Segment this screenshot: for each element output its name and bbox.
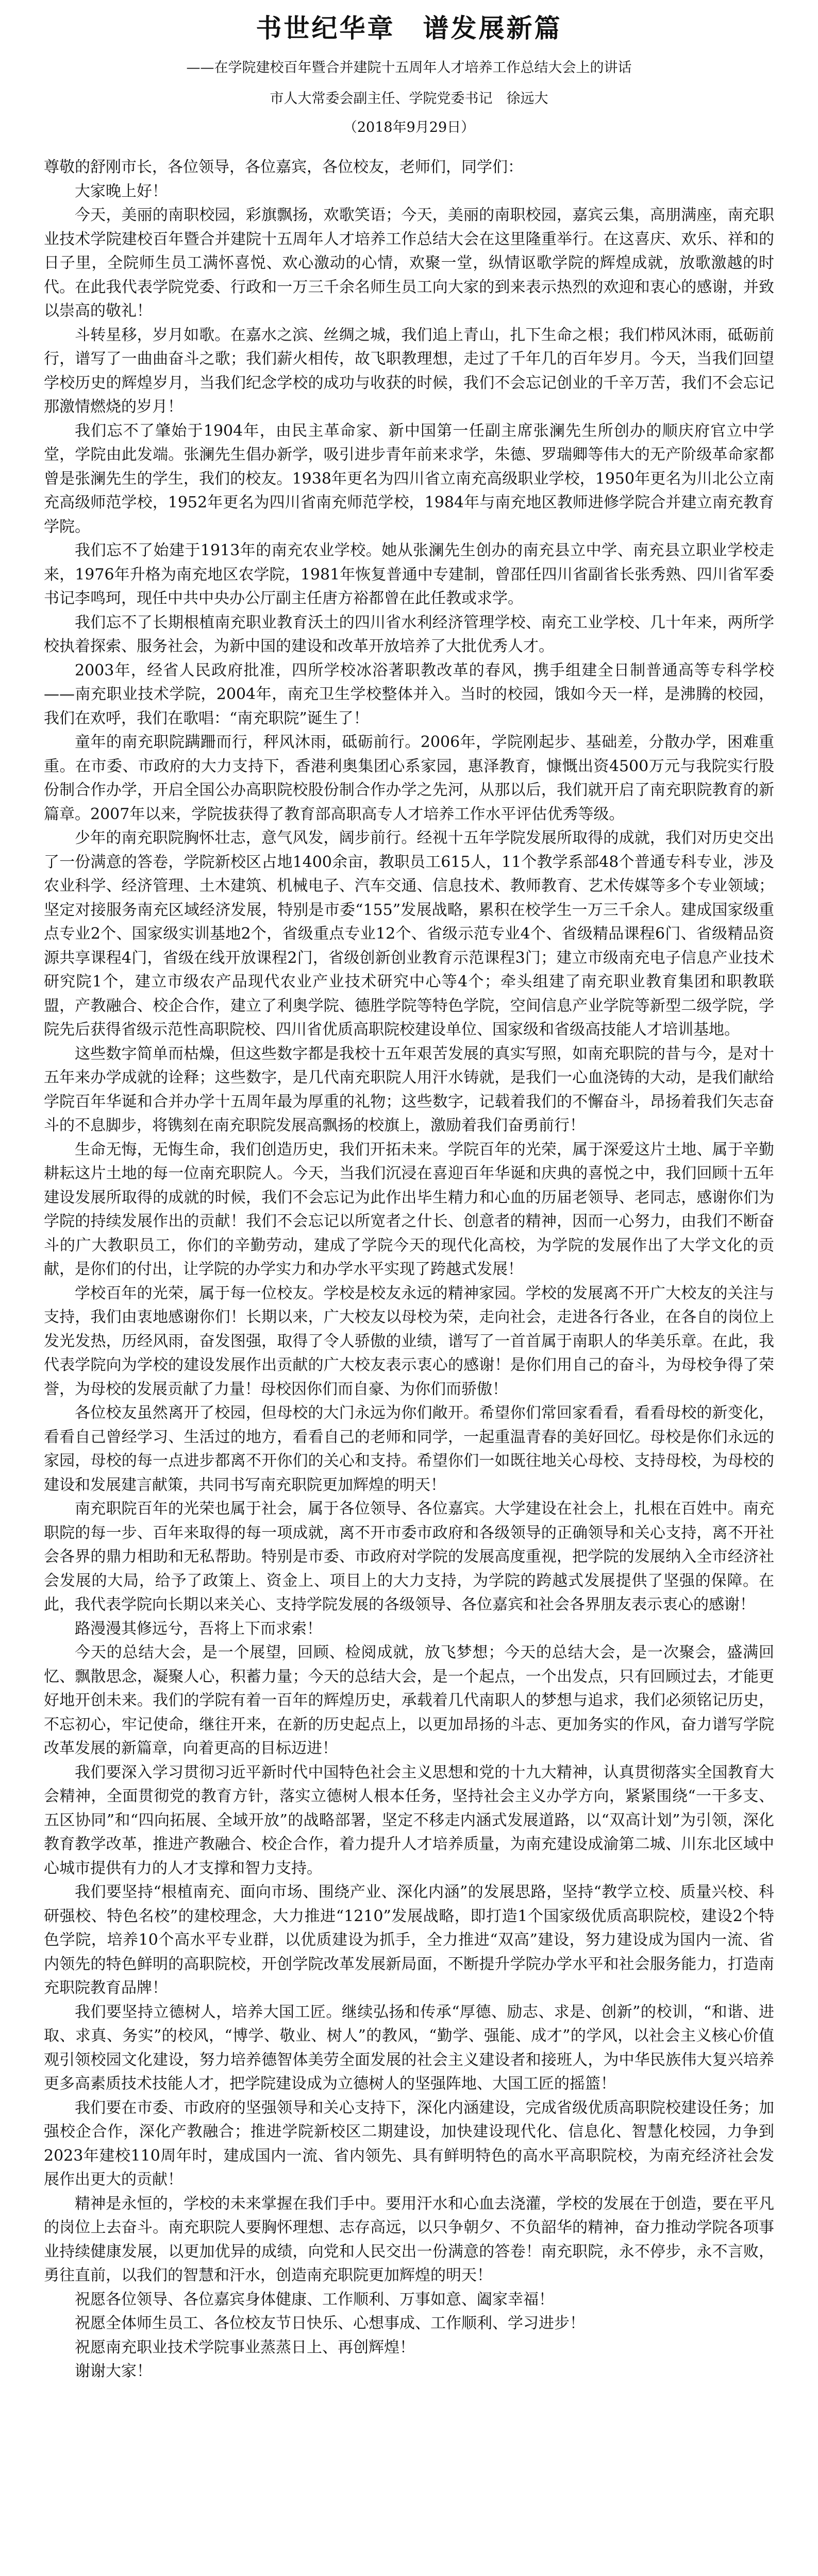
paragraph-11: 学校百年的光荣，属于每一位校友。学校是校友永远的精神家园。学校的发展离不开广大校友的关注与支持，我们由衷地感谢你们！长期以来，广大校友以母校为荣，走向社会，走进各行各业，在各自的岗位上发光发热，历经风雨，奋发图强，取得了令人骄傲的业绩，谱写了一首首属于南职人的华美乐章。在此，我代表学院向为学校的建设发展作出贡献的广大校友表示衷心的感谢！是你们用自己的奋斗，为母校争得了荣誉，为母校的发展贡献了力量！母校因你们而自豪、为你们而骄傲！ <box>44 1284 774 1398</box>
paragraph-9: 这些数字简单而枯燥，但这些数字都是我校十五年艰苦发展的真实写照，如南充职院的昔与今，是对十五年来办学成就的诠释；这些数字，是几代南充职院人用汗水铸就，是我们一心血浇铸的大动，是我们献给学院百年华诞和合并办学十五周年最为厚重的礼物；这些数字，记载着我们的不懈奋斗，昂扬着我们矢志奋斗的不息脚步，将镌刻在南充职院发展高飘扬的校旗上，激励着我们奋勇前行！ <box>44 1044 774 1134</box>
paragraph-5: 我们忘不了长期根植南充职业教育沃土的四川省水利经济管理学校、南充工业学校、几十年来，两所学校执着探索、服务社会，为新中国的建设和改革开放培养了大批优秀人才。 <box>44 613 774 655</box>
paragraph-4: 我们忘不了始建于1913年的南充农业学校。她从张澜先生创办的南充县立中学、南充县立职业学校走来，1976年升格为南充地区农学院，1981年恢复普通中专建制，曾邵任四川省副省长张秀熟、四川省军委书记李鸣珂，现任中共中央办公厅副主任唐方裕都曾在此任教或求学。 <box>44 541 774 607</box>
paragraph-6: 2003年，经省人民政府批准，四所学校冰浴著职教改革的春风，携手组建全日制普通高等专科学校——南充职业技术学院，2004年，南充卫生学校整体并入。当时的校园，饿如今天一样，是沸腾的校园，我们在欢呼，我们在歌唱：“南充职院”诞生了！ <box>44 661 774 727</box>
paragraph-19: 我们要在市委、市政府的坚强领导和关心支持下，深化内涵建设，完成省级优质高职院校建设任务；加强校企合作，深化产教融合；推进学院新校区二期建设，加快建设现代化、信息化、智慧化校园，力争到2023年建校110周年时，建成国内一流、省内领先、具有鲜明特色的高水平高职院校，为南充经济社会发展作出更大的贡献！ <box>44 2098 774 2189</box>
paragraph-2: 斗转星移，岁月如歌。在嘉水之滨、丝绸之城，我们追上青山，扎下生命之根；我们栉风沐雨，砥砺前行，谱写了一曲曲奋斗之歌；我们薪火相传，故飞职教理想，走过了千年几的百年岁月。今天，当我们回望学校历史的辉煌岁月，当我们纪念学校的成功与收获的时候，我们不会忘记创业的千辛万苦，我们不会忘记那激情燃烧的岁月！ <box>44 326 774 416</box>
paragraph-3: 我们忘不了肇始于1904年，由民主革命家、新中国第一任副主席张澜先生所创办的顺庆府官立中学堂，学院由此发端。张澜先生倡办新学，吸引进步青年前来求学，朱德、罗瑞卿等伟大的无产阶级革命家都曾是张澜先生的学生，我们的校友。1938年更名为四川省立南充高级职业学校，1950年更名为川北公立南充高级师范学校，1952年更名为四川省南充师范学校，1984年与南充地区教师进修学院合并建立南充教育学院。 <box>44 421 774 536</box>
paragraph-10: 生命无悔，无悔生命，我们创造历史，我们开拓未来。学院百年的光荣，属于深爱这片土地、属于辛勤耕耘这片土地的每一位南充职院人。今天，当我们沉浸在喜迎百年华诞和庆典的喜悦之中，我们回顾十五年建设发展所取得的成就的时候，我们不会忘记为此作出毕生精力和心血的历届老领导、老同志，感谢你们为学院的持续发展作出的贡献！我们不会忘记以所宽者之什长、创意者的精神，因而一心努力，由我们不断奋斗的广大教职员工，你们的辛勤劳动，建成了学院今天的现代化高校，为学院的发展作出了大学文化的贡献，是你们的付出，让学院的办学实力和办学水平实现了跨越式发展！ <box>44 1140 774 1278</box>
document-body <box>44 156 774 2384</box>
paragraph-14: 路漫漫其修远兮，吾将上下而求索！ <box>75 1619 322 1638</box>
blessing-1: 祝愿各位领导、各位嘉宾身体健康、工作顺利、万事如意、阖家幸福！ <box>75 2290 554 2309</box>
paragraph-17: 我们要坚持“根植南充、面向市场、围绕产业、深化内涵”的发展思路，坚持“教学立校、质量兴校、科研强校、特色名校”的建校理念，大力推进“1210”发展战略，即打造1个国家级优质高职院校，建设2个特色学院，培养10个高水平专业群，以优质建设为抓手，全力推进“双高”建设，努力建设成为国内一流、省内领先的特色鲜明的高职院校，开创学院改革发展新局面，不断提升学院办学水平和社会服务能力，打造南充职院教育品牌！ <box>44 1883 774 1997</box>
paragraph-16: 我们要深入学习贯彻习近平新时代中国特色社会主义思想和党的十九大精神，认真贯彻落实全国教育大会精神，全面贯彻党的教育方针，落实立德树人根本任务，坚持社会主义办学方向，紧紧围绕“一干多支、五区协同”和“四向拓展、全域开放”的战略部署，坚定不移走内涵式发展道路，以“双高计划”为引领，深化教育教学改革，推进产教融合、校企合作，着力提升人才培养质量，为南充建设成渝第二城、川东北区域中心城市提供有力的人才支撑和智力支持。 <box>44 1763 774 1877</box>
salutation: 尊敬的舒刚市长，各位领导，各位嘉宾，各位校友，老师们，同学们： <box>44 158 523 176</box>
blessing-2: 祝愿全体师生员工、各位校友节日快乐、心想事成、工作顺利、学习进步！ <box>75 2314 585 2332</box>
speech-document <box>44 10 774 2384</box>
document-author: 市人大常委会副主任、学院党委书记 徐远大 <box>270 91 548 107</box>
document-date: （2018年9月29日） <box>343 120 475 135</box>
greeting: 大家晚上好！ <box>75 182 168 200</box>
blessing-3: 祝愿南充职业技术学院事业蒸蒸日上、再创辉煌！ <box>75 2338 415 2357</box>
paragraph-12: 各位校友虽然离开了校园，但母校的大门永远为你们敞开。希望你们常回家看看，看看母校的新变化，看看自己曾经学习、生活过的地方，看看自己的老师和同学，一起重温青春的美好回忆。母校是你们永远的家园，母校的每一点进步都离不开你们的关心和支持。希望你们一如既往地关心母校、支持母校，为母校的建设和发展建言献策，共同书写南充职院更加辉煌的明天！ <box>44 1404 774 1494</box>
paragraph-20: 精神是永恒的，学校的未来掌握在我们手中。要用汗水和心血去浇灌，学校的发展在于创造，要在平凡的岗位上去奋斗。南充职院人要胸怀理想、志存高远，以只争朝夕、不负韶华的精神，奋力推动学院各项事业持续健康发展，以更加优异的成绩，向党和人民交出一份满意的答卷！南充职院，永不停步，永不言败，勇往直前，以我们的智慧和汗水，创造南充职院更加辉煌的明天！ <box>44 2194 774 2284</box>
paragraph-15: 今天的总结大会，是一个展望，回顾、检阅成就，放飞梦想；今天的总结大会，是一次聚会，盛满回忆、飘散思念，凝聚人心，积蓄力量；今天的总结大会，是一个起点，一个出发点，只有回顾过去，才能更好地开创未来。我们的学院有着一百年的辉煌历史，承载着几代南职人的梦想与追求，我们必须铭记历史，不忘初心，牢记使命，继往开来，在新的历史起点上，以更加昂扬的斗志、更加务实的作风，奋力谱写学院改革发展的新篇章，向着更高的目标迈进！ <box>44 1643 774 1757</box>
paragraph-1: 今天，美丽的南职校园，彩旗飘扬，欢歌笑语；今天，美丽的南职校园，嘉宾云集，高朋满座，南充职业技术学院建校百年暨合并建院十五周年人才培养工作总结大会在这里隆重举行。在这喜庆、欢乐、祥和的日子里，全院师生员工满怀喜悦、欢心激动的心情，欢聚一堂，纵情讴歌学院的辉煌成就，放歌激越的时代。在此我代表学院党委、行政和一万三千余名师生员工向大家的到来表示热烈的欢迎和衷心的感谢，并致以崇高的敬礼！ <box>44 206 774 320</box>
paragraph-13: 南充职院百年的光荣也属于社会，属于各位领导、各位嘉宾。大学建设在社会上，扎根在百姓中。南充职院的每一步、百年来取得的每一项成就，离不开市委市政府和各级领导的正确领导和关心支持，离不开社会各界的鼎力相助和无私帮助。特别是市委、市政府对学院的发展高度重视，把学院的发展纳入全市经济社会发展的大局，给予了政策上、资金上、项目上的大力支持，为学院的跨越式发展提供了坚强的保障。在此，我代表学院向长期以来关心、支持学院发展的各级领导、各位嘉宾和社会各界朋友表示衷心的感谢！ <box>44 1500 774 1614</box>
closing-thanks: 谢谢大家！ <box>75 2362 152 2380</box>
document-title: 书世纪华章 谱发展新篇 <box>256 13 562 43</box>
paragraph-18: 我们要坚持立德树人，培养大国工匠。继续弘扬和传承“厚德、励志、求是、创新”的校训，“和谐、进取、求真、务实”的校风，“博学、敬业、树人”的教风，“勤学、强能、成才”的学风，以社会主义核心价值观引领校园文化建设，努力培养德智体美劳全面发展的社会主义建设者和接班人，为中华民族伟大复兴培养更多高素质技术技能人才，把学院建设成为立德树人的坚强阵地、大国工匠的摇篮！ <box>44 2003 774 2093</box>
document-subtitle: ——在学院建校百年暨合并建院十五周年人才培养工作总结大会上的讲话 <box>186 60 632 76</box>
paragraph-8: 少年的南充职院胸怀壮志，意气风发，阔步前行。经视十五年学院发展所取得的成就，我们对历史交出了一份满意的答卷，学院新校区占地1400余亩，教职员工615人，11个教学系部48个普通专科专业，涉及农业科学、经济管理、土木建筑、机械电子、汽车交通、信息技术、教师教育、艺术传媒等多个专业领域；坚定对接服务南充区域经济发展，特别是市委“155”发展战略，累积在校学生一万三千余人。建成国家级重点专业2个、国家级实训基地2个，省级重点专业12个、省级示范专业4个、省级精品课程6门、省级精品资源共享课程4门，省级在线开放课程2门，省级创新创业教育示范课程3门；建立市级南充电子信息产业技术研究院1个，建立市级农产品现代农业产业技术研究中心等4个；牵头组建了南充职业教育集团和职教联盟，产教融合、校企合作，建立了利奥学院、德胜学院等特色学院，空间信息产业学院等新型二级学院，学院先后获得省级示范性高职院校、四川省优质高职院校建设单位、国家级和省级高技能人才培训基地。 <box>44 829 774 1039</box>
paragraph-7: 童年的南充职院蹒跚而行，秤风沐雨，砥砺前行。2006年，学院刚起步、基础差，分散办学，困难重重。在市委、市政府的大力支持下，香港利奥集团心系家园，惠泽教育，慷慨出资4500万元与我院实行股份制合作办学，开启全国公办高职院校股份制合作办学之先河，从那以后，我们就开启了南充职院教育的新篇章。2007年以来，学院拔获得了教育部高职高专人才培养工作水平评估优秀等级。 <box>44 733 774 823</box>
